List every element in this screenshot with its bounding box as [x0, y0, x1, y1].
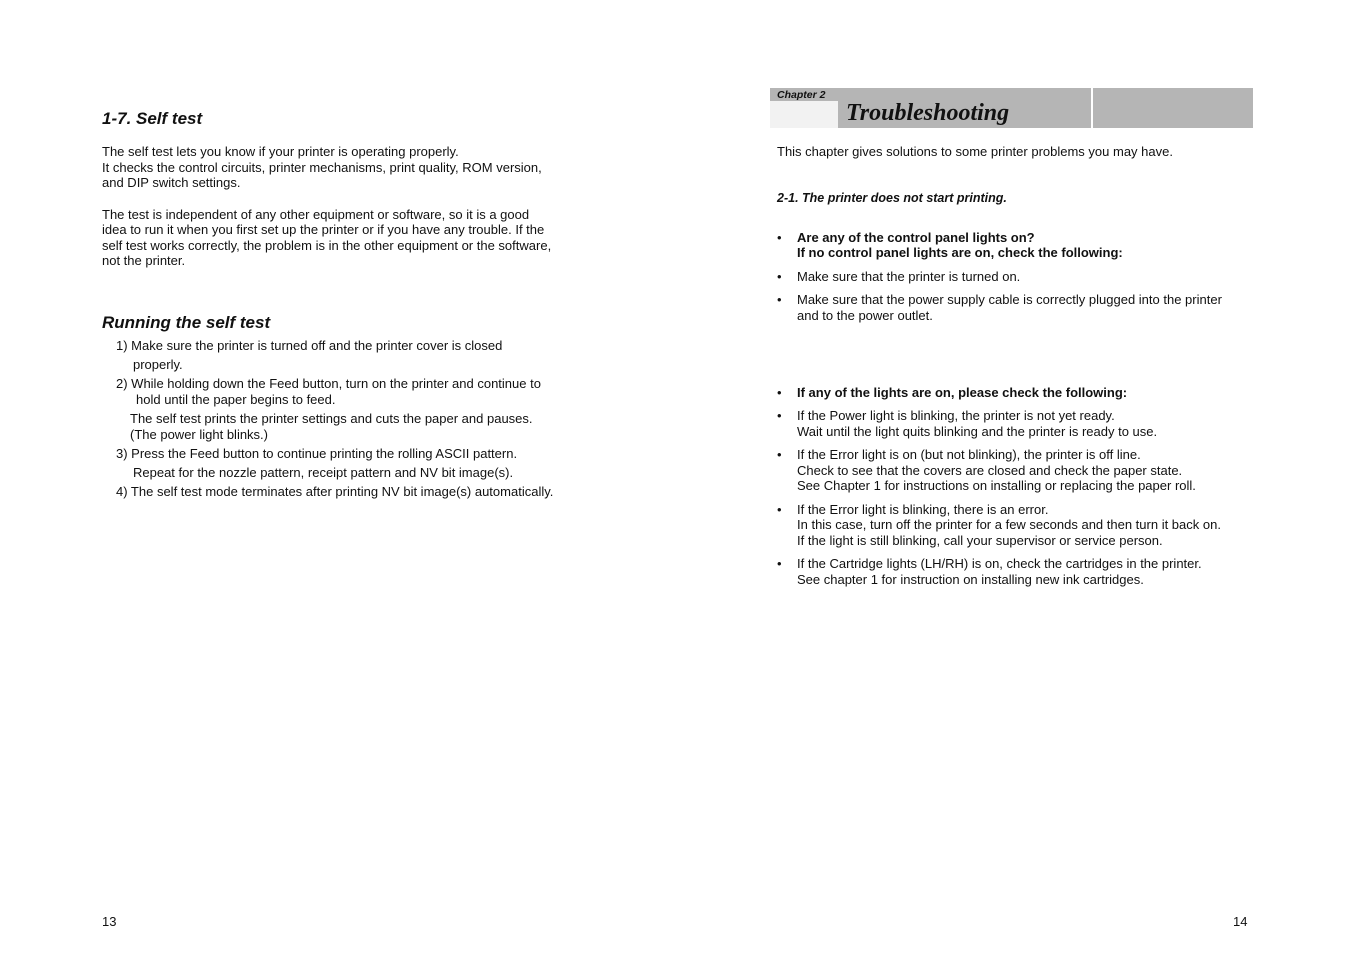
bullet-text: If the Cartridge lights (LH/RH) is on, check the cartridges in the printer. — [797, 556, 1202, 571]
step-line: The self test prints the printer settings and cuts the paper and pauses. — [130, 411, 533, 426]
bullet-text: Are any of the control panel lights on? — [797, 230, 1035, 245]
bullet-icon: • — [777, 556, 782, 571]
step-line: (The power light blinks.) — [130, 427, 268, 442]
chapter-header-bar — [770, 88, 1253, 128]
bullet-text: Check to see that the covers are closed and check the paper state. — [797, 463, 1183, 478]
chapter-intro: This chapter gives solutions to some printer problems you may have. — [777, 144, 1173, 159]
page-number: 14 — [1233, 914, 1248, 929]
bullet-text: and to the power outlet. — [797, 308, 933, 323]
intro-line: The self test lets you know if your printer is operating properly. — [102, 144, 459, 159]
bullet-text: See Chapter 1 for instructions on installing or replacing the paper roll. — [797, 478, 1196, 493]
chapter-header-divider — [1091, 88, 1093, 128]
step-line: Repeat for the nozzle pattern, receipt pattern and NV bit image(s). — [133, 465, 514, 480]
intro-line: It checks the control circuits, printer mechanisms, print quality, ROM version, — [102, 160, 542, 175]
bullet-icon: • — [777, 269, 782, 284]
bullet-icon: • — [777, 292, 782, 307]
bullet-text: If the Power light is blinking, the printer is not yet ready. — [797, 408, 1115, 423]
paragraph-line: not the printer. — [102, 253, 186, 268]
bullet-text: If the Error light is blinking, there is an error. — [797, 502, 1049, 517]
subsection-title: 2-1. The printer does not start printing. — [777, 191, 1007, 205]
step-line: 4) The self test mode terminates after printing NV bit image(s) automatically. — [116, 484, 554, 499]
page-number: 13 — [102, 914, 117, 929]
bullet-text: See chapter 1 for instruction on installing new ink cartridges. — [797, 572, 1144, 587]
bullet-text: If no control panel lights are on, check the following: — [797, 245, 1123, 260]
paragraph-line: idea to run it when you first set up the printer or if you have any trouble. If the — [102, 222, 545, 237]
intro-line: and DIP switch settings. — [102, 175, 241, 190]
bullet-text: In this case, turn off the printer for a few seconds and then turn it back on. — [797, 517, 1221, 532]
chapter-header-notch — [770, 101, 838, 128]
bullet-text: Make sure that the printer is turned on. — [797, 269, 1021, 284]
bullet-text: If the Error light is on (but not blinking), the printer is off line. — [797, 447, 1141, 462]
running-title: Running the self test — [102, 313, 271, 332]
bullet-text: If any of the lights are on, please check the following: — [797, 385, 1128, 400]
bullet-text: Wait until the light quits blinking and the printer is ready to use. — [797, 424, 1158, 439]
chapter-label: Chapter 2 — [777, 89, 826, 101]
step-line: hold until the paper begins to feed. — [136, 392, 336, 407]
bullet-icon: • — [777, 230, 782, 245]
bullet-icon: • — [777, 502, 782, 517]
step-line: 3) Press the Feed button to continue printing the rolling ASCII pattern. — [116, 446, 518, 461]
section-title: 1-7. Self test — [102, 109, 203, 128]
step-line: 2) While holding down the Feed button, turn on the printer and continue to — [116, 376, 541, 391]
bullet-text: If the light is still blinking, call your supervisor or service person. — [797, 533, 1163, 548]
chapter-title: Troubleshooting — [846, 100, 1010, 126]
bullet-icon: • — [777, 447, 782, 462]
bullet-text: Make sure that the power supply cable is correctly plugged into the printer — [797, 292, 1222, 307]
bullet-icon: • — [777, 385, 782, 400]
paragraph-line: self test works correctly, the problem is in the other equipment or the software, — [102, 238, 552, 253]
step-line: 1) Make sure the printer is turned off and the printer cover is closed — [116, 338, 503, 353]
bullet-icon: • — [777, 408, 782, 423]
step-line: properly. — [133, 357, 183, 372]
paragraph-line: The test is independent of any other equipment or software, so it is a good — [102, 207, 530, 222]
